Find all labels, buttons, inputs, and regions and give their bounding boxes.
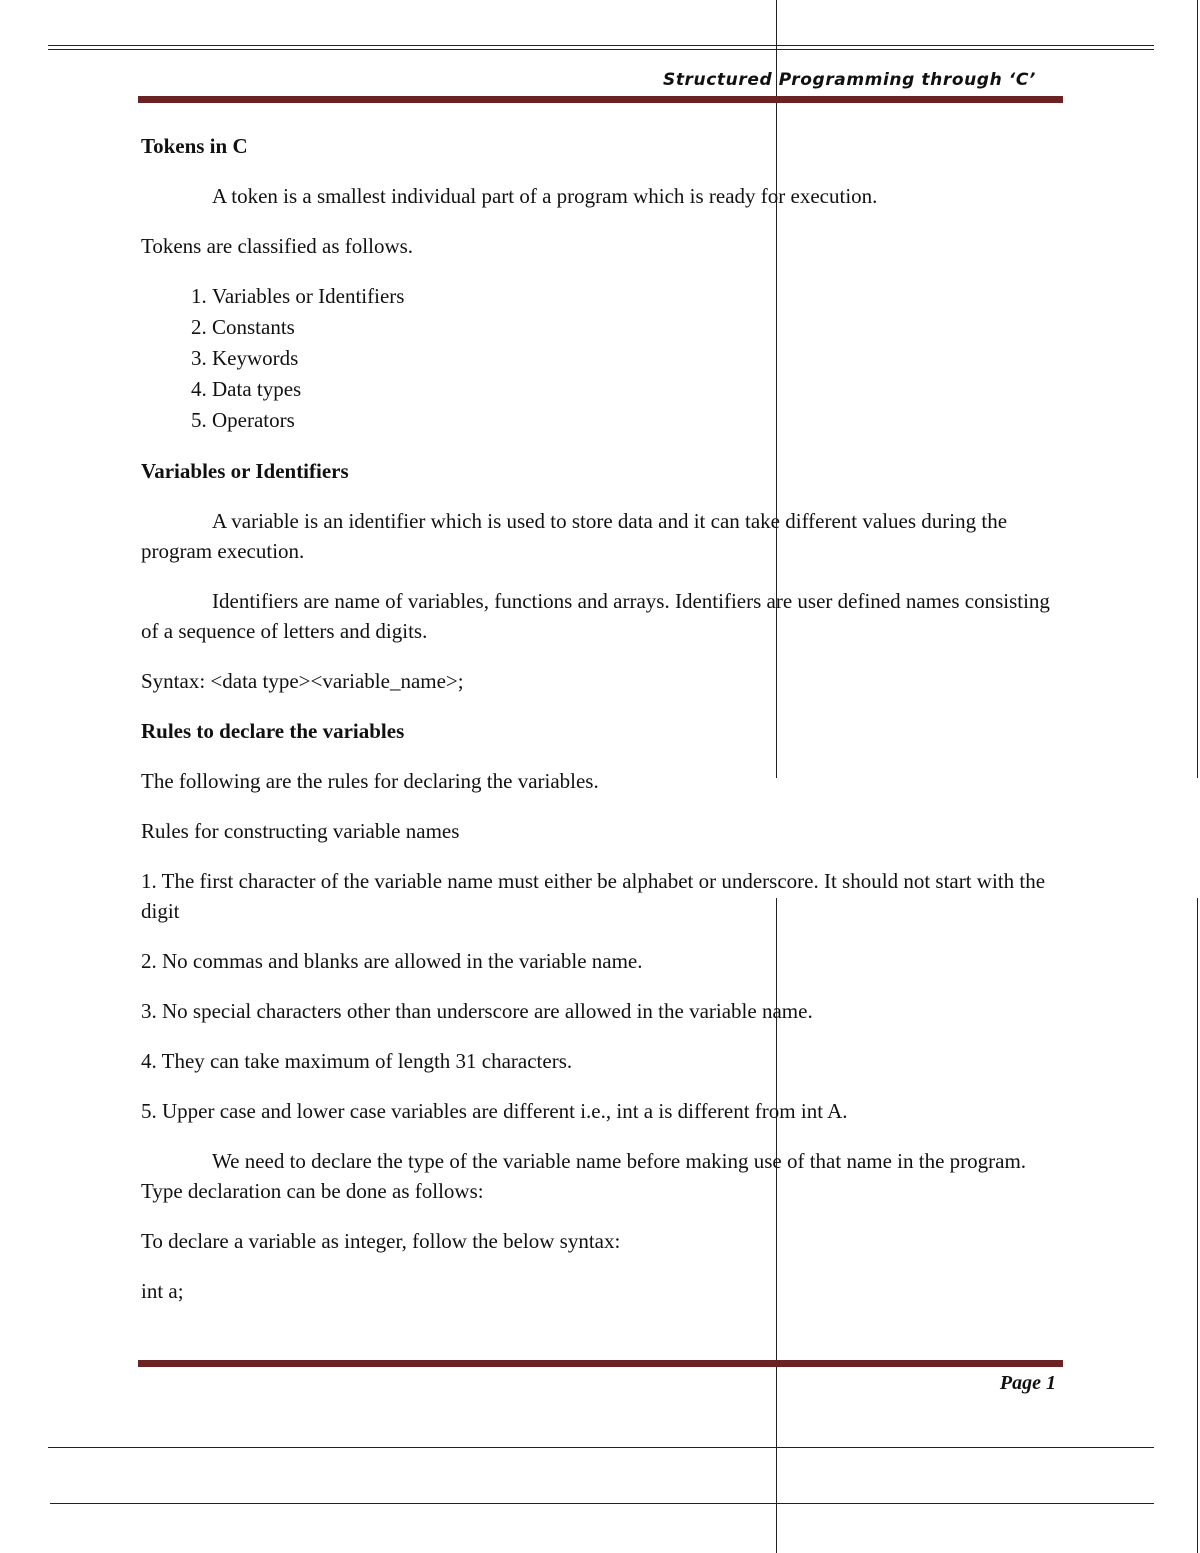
integer-note: To declare a variable as integer, follow the below syntax: — [141, 1229, 621, 1253]
list-item: 3. Keywords — [212, 343, 1061, 374]
list-item: 4. Data types — [212, 374, 1061, 405]
top-double-rule-1 — [48, 45, 1154, 46]
bottom-rule-2 — [50, 1503, 1154, 1504]
tokens-heading: Tokens in C — [141, 134, 248, 158]
list-item: 1. Variables or Identifiers — [212, 281, 1061, 312]
page-number: Page 1 — [999, 1372, 1056, 1394]
bottom-rule-1 — [48, 1447, 1154, 1448]
variable-definition: A variable is an identifier which is used to store data and it can take different values during the program execution. — [141, 509, 1008, 563]
tokens-classified-text: Tokens are classified as follows. — [141, 234, 414, 258]
rule-item: 4. They can take maximum of length 31 characters. — [141, 1049, 573, 1073]
identifier-definition: Identifiers are name of variables, functions and arrays. Identifiers are user defined names consisting of a sequence of letters and digits. — [141, 589, 1050, 643]
rule-item: 1. The first character of the variable name must either be alphabet or underscore. It should not start with the digit — [141, 869, 1046, 923]
variables-heading: Variables or Identifiers — [141, 459, 349, 483]
integer-example: int a; — [141, 1279, 184, 1303]
token-definition: A token is a smallest individual part of a program which is ready for execution. — [212, 184, 878, 208]
rules-intro: The following are the rules for declaring the variables. — [141, 769, 599, 793]
rule-item: 3. No special characters other than underscore are allowed in the variable name. — [141, 999, 813, 1023]
footer-accent-bar — [138, 1360, 1063, 1367]
rule-item: 5. Upper case and lower case variables are different i.e., int a is different from int A. — [141, 1099, 848, 1123]
variable-syntax: Syntax: <data type><variable_name>; — [141, 669, 464, 693]
running-header-title: Structured Programming through ‘C’ — [662, 70, 1036, 90]
list-item: 5. Operators — [212, 405, 1061, 436]
declare-note: We need to declare the type of the variable name before making use of that name in the program. Type declaration can be done as follows: — [141, 1149, 1027, 1203]
header-accent-bar — [138, 96, 1063, 103]
rule-item: 2. No commas and blanks are allowed in the variable name. — [141, 949, 643, 973]
document-body — [141, 131, 1061, 1326]
rules-subtitle: Rules for constructing variable names — [141, 819, 460, 843]
list-item: 2. Constants — [212, 312, 1061, 343]
rules-heading: Rules to declare the variables — [141, 719, 405, 743]
top-double-rule-2 — [48, 49, 1154, 50]
right-edge-rule-lower — [1197, 898, 1198, 1553]
token-types-list — [141, 281, 1061, 436]
right-edge-rule-upper — [1197, 0, 1198, 778]
